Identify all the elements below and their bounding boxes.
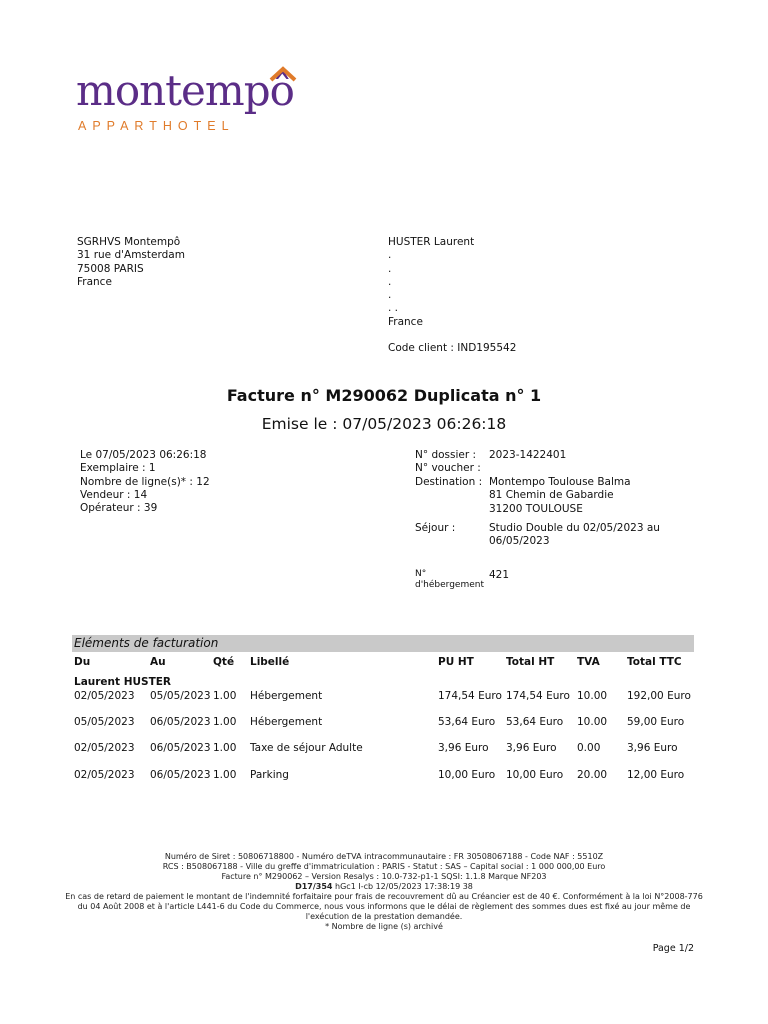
row-unit-price: 3,96 Euro: [438, 742, 489, 754]
row-total-ttc: 192,00 Euro: [627, 690, 691, 702]
guest-name: Laurent HUSTER: [74, 676, 171, 688]
col-header-au: Au: [150, 656, 166, 668]
brand-logo-wordmark: montempô: [76, 66, 294, 115]
row-tva: 0.00: [577, 742, 601, 754]
footer-siret: Numéro de Siret : 50806718800 - Numéro deTVA intracommunautaire : FR 30508067188 - Code NAF : 5510Z: [164, 852, 604, 861]
destination-value: [489, 476, 631, 516]
footer-signature-line: [60, 882, 708, 892]
client-code: Code client : IND195542: [388, 342, 517, 354]
col-header-total-ttc: Total TTC: [627, 656, 682, 668]
voucher-label: N° voucher :: [415, 462, 481, 474]
invoice-title: Facture n° M290062 Duplicata n° 1: [226, 386, 542, 405]
row-total-ttc: 3,96 Euro: [627, 742, 678, 754]
row-date-to: 05/05/2023: [150, 690, 211, 702]
destination-line: Montempo Toulouse Balma: [489, 476, 631, 488]
col-header-qte: Qté: [213, 656, 235, 668]
row-total-ttc: 59,00 Euro: [627, 716, 685, 728]
customer-line: .: [388, 289, 392, 302]
seller-line: 75008 PARIS: [77, 262, 144, 275]
col-header-du: Du: [74, 656, 91, 668]
logo-roof-icon: [268, 66, 298, 82]
customer-line: .: [388, 249, 392, 262]
dossier-label: N° dossier :: [415, 449, 477, 461]
row-label: Taxe de séjour Adulte: [250, 742, 363, 754]
legal-footer: [60, 852, 708, 932]
footer-version: Facture n° M290062 – Version Resalys : 10.0-732-p1-1 SQSI: 1.1.8 Marque NF203: [221, 872, 547, 881]
hebergement-label-line: N°: [415, 569, 427, 579]
meta-copy: Exemplaire : 1: [80, 462, 156, 475]
row-tva: 10.00: [577, 690, 608, 702]
row-unit-price: 53,64 Euro: [438, 716, 496, 728]
row-date-to: 06/05/2023: [150, 716, 211, 728]
sejour-label: Séjour :: [415, 522, 456, 534]
row-total-ttc: 12,00 Euro: [627, 769, 685, 781]
seller-line: SGRHVS Montempô: [77, 236, 181, 248]
invoice-meta: [80, 449, 210, 515]
seller-line: France: [77, 275, 112, 288]
row-tva: 10.00: [577, 716, 608, 728]
billing-section-header: [72, 635, 694, 652]
row-qty: 1.00: [213, 690, 237, 702]
dossier-value: 2023-1422401: [489, 449, 567, 461]
row-unit-price: 174,54 Euro: [438, 690, 502, 702]
row-date-to: 06/05/2023: [150, 769, 211, 781]
row-label: Parking: [250, 769, 289, 781]
row-total-ht: 53,64 Euro: [506, 716, 564, 728]
row-total-ht: 3,96 Euro: [506, 742, 557, 754]
row-date-from: 05/05/2023: [74, 716, 135, 728]
sejour-line: 06/05/2023: [489, 535, 550, 548]
row-date-from: 02/05/2023: [74, 742, 135, 754]
row-total-ht: 174,54 Euro: [506, 690, 570, 702]
sejour-value: [489, 522, 660, 549]
customer-line: .: [388, 262, 392, 275]
row-unit-price: 10,00 Euro: [438, 769, 496, 781]
customer-address: [388, 236, 474, 329]
invoice-issue-date: Emise le : 07/05/2023 06:26:18: [261, 415, 507, 433]
hebergement-value: 421: [489, 569, 510, 581]
customer-line: France: [388, 315, 423, 328]
seller-address: [77, 236, 185, 289]
seller-line: 31 rue d'Amsterdam: [77, 249, 185, 262]
customer-line: . .: [388, 302, 399, 315]
footer-signature-code: D17/354: [295, 882, 333, 891]
row-tva: 20.00: [577, 769, 608, 781]
sejour-line: Studio Double du 02/05/2023 au: [489, 522, 660, 534]
row-qty: 1.00: [213, 769, 237, 781]
row-total-ht: 10,00 Euro: [506, 769, 564, 781]
footer-rcs: RCS : B508067188 - Ville du greffe d'immatriculation : PARIS - Statut : SAS – Capital social : 1 000 000,00 Euro: [162, 862, 606, 871]
footer-signature-hash: hGc1 I-cb 12/05/2023 17:38:19 38: [332, 882, 473, 891]
meta-seller: Vendeur : 14: [80, 488, 148, 501]
row-date-to: 06/05/2023: [150, 742, 211, 754]
col-header-total-ht: Total HT: [506, 656, 555, 668]
customer-name: HUSTER Laurent: [388, 236, 475, 248]
row-qty: 1.00: [213, 742, 237, 754]
meta-operator: Opérateur : 39: [80, 502, 158, 515]
page-number: Page 1/2: [652, 943, 694, 954]
destination-label: Destination :: [415, 476, 483, 488]
row-date-from: 02/05/2023: [74, 769, 135, 781]
customer-line: .: [388, 275, 392, 288]
destination-line: 31200 TOULOUSE: [489, 502, 583, 515]
meta-line-count: Nombre de ligne(s)* : 12: [80, 475, 210, 488]
footer-late-payment-notice: En cas de retard de paiement le montant de l'indemnité forfaitaire pour frais de recouvrement dû au Créancier est de 40 €. Conformément à la loi N°2008-776 du 04 Août 2008 et à l'article L441-6 du Code du Commerce, nous vous informons que le délai de règlement des sommes dues est fixé au jour même de l'exécution de la prestation demandée.: [65, 892, 703, 921]
billing-section-title: Eléments de facturation: [74, 636, 219, 650]
brand-logo-tagline: APPARTHOTEL: [78, 119, 235, 133]
destination-line: 81 Chemin de Gabardie: [489, 489, 614, 502]
hebergement-label: [415, 569, 484, 591]
col-header-tva: TVA: [577, 656, 600, 668]
row-label: Hébergement: [250, 690, 323, 702]
row-label: Hébergement: [250, 716, 323, 728]
hebergement-label-line: d'hébergement: [415, 580, 485, 590]
footer-archive-note: * Nombre de ligne (s) archivé: [325, 922, 443, 931]
col-header-libelle: Libellé: [250, 656, 290, 668]
row-date-from: 02/05/2023: [74, 690, 135, 702]
row-qty: 1.00: [213, 716, 237, 728]
meta-date: Le 07/05/2023 06:26:18: [80, 449, 207, 461]
col-header-pu-ht: PU HT: [438, 656, 474, 668]
